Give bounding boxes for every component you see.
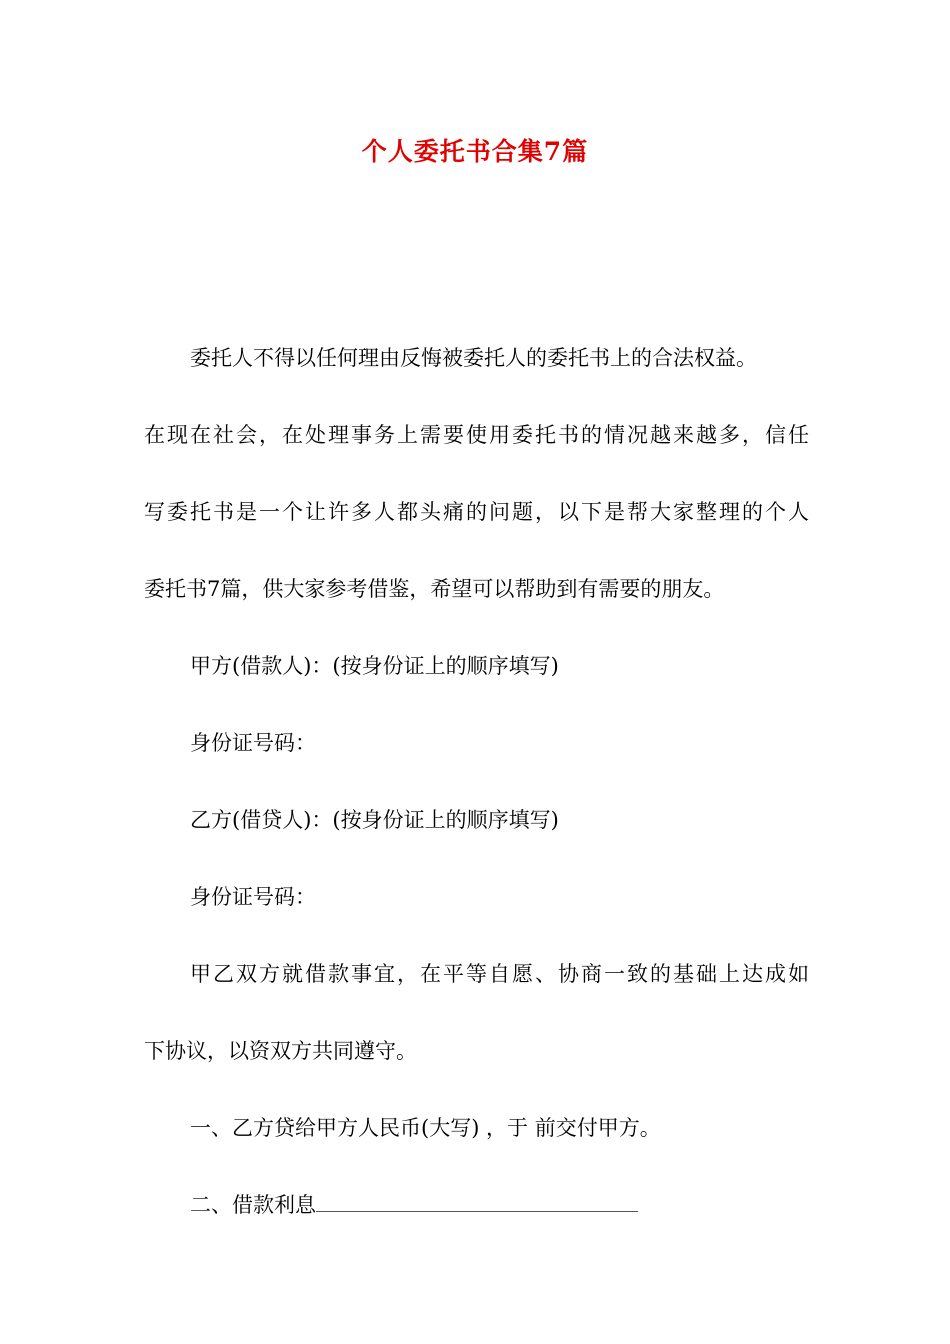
document-body: [144, 320, 809, 1244]
paragraph-line: 写委托书是一个让许多人都头痛的问题，以下是帮大家整理的个人: [144, 500, 809, 524]
paragraph-line: 下协议，以资双方共同遵守。: [144, 1039, 417, 1063]
lender-line: 乙方(借贷人)：(按身份证上的顺序填写): [190, 808, 559, 832]
clause-two-line: [144, 1167, 809, 1244]
paragraph-line: 委托书7篇，供大家参考借鉴，希望可以帮助到有需要的朋友。: [144, 577, 725, 601]
lender-id-line: 身份证号码：: [190, 885, 316, 909]
paragraph-line: 甲乙双方就借款事宜，在平等自愿、协商一致的基础上达成如: [190, 962, 809, 986]
borrower-line: 甲方(借款人)：(按身份证上的顺序填写): [190, 654, 559, 678]
clause-one-line: 一、乙方贷给甲方人民币(大写) ，于 前交付甲方。: [190, 1116, 661, 1140]
paragraph-line: 委托人不得以任何理由反悔被委托人的委托书上的合法权益。: [190, 346, 757, 370]
clause-two-label: 二、借款利息: [190, 1193, 316, 1217]
borrower-id-line: 身份证号码：: [190, 731, 316, 755]
document-title: 个人委托书合集7篇: [361, 137, 589, 166]
interest-blank-field: [316, 1193, 638, 1212]
paragraph-line: 在现在社会，在处理事务上需要使用委托书的情况越来越多，信任: [144, 423, 809, 447]
